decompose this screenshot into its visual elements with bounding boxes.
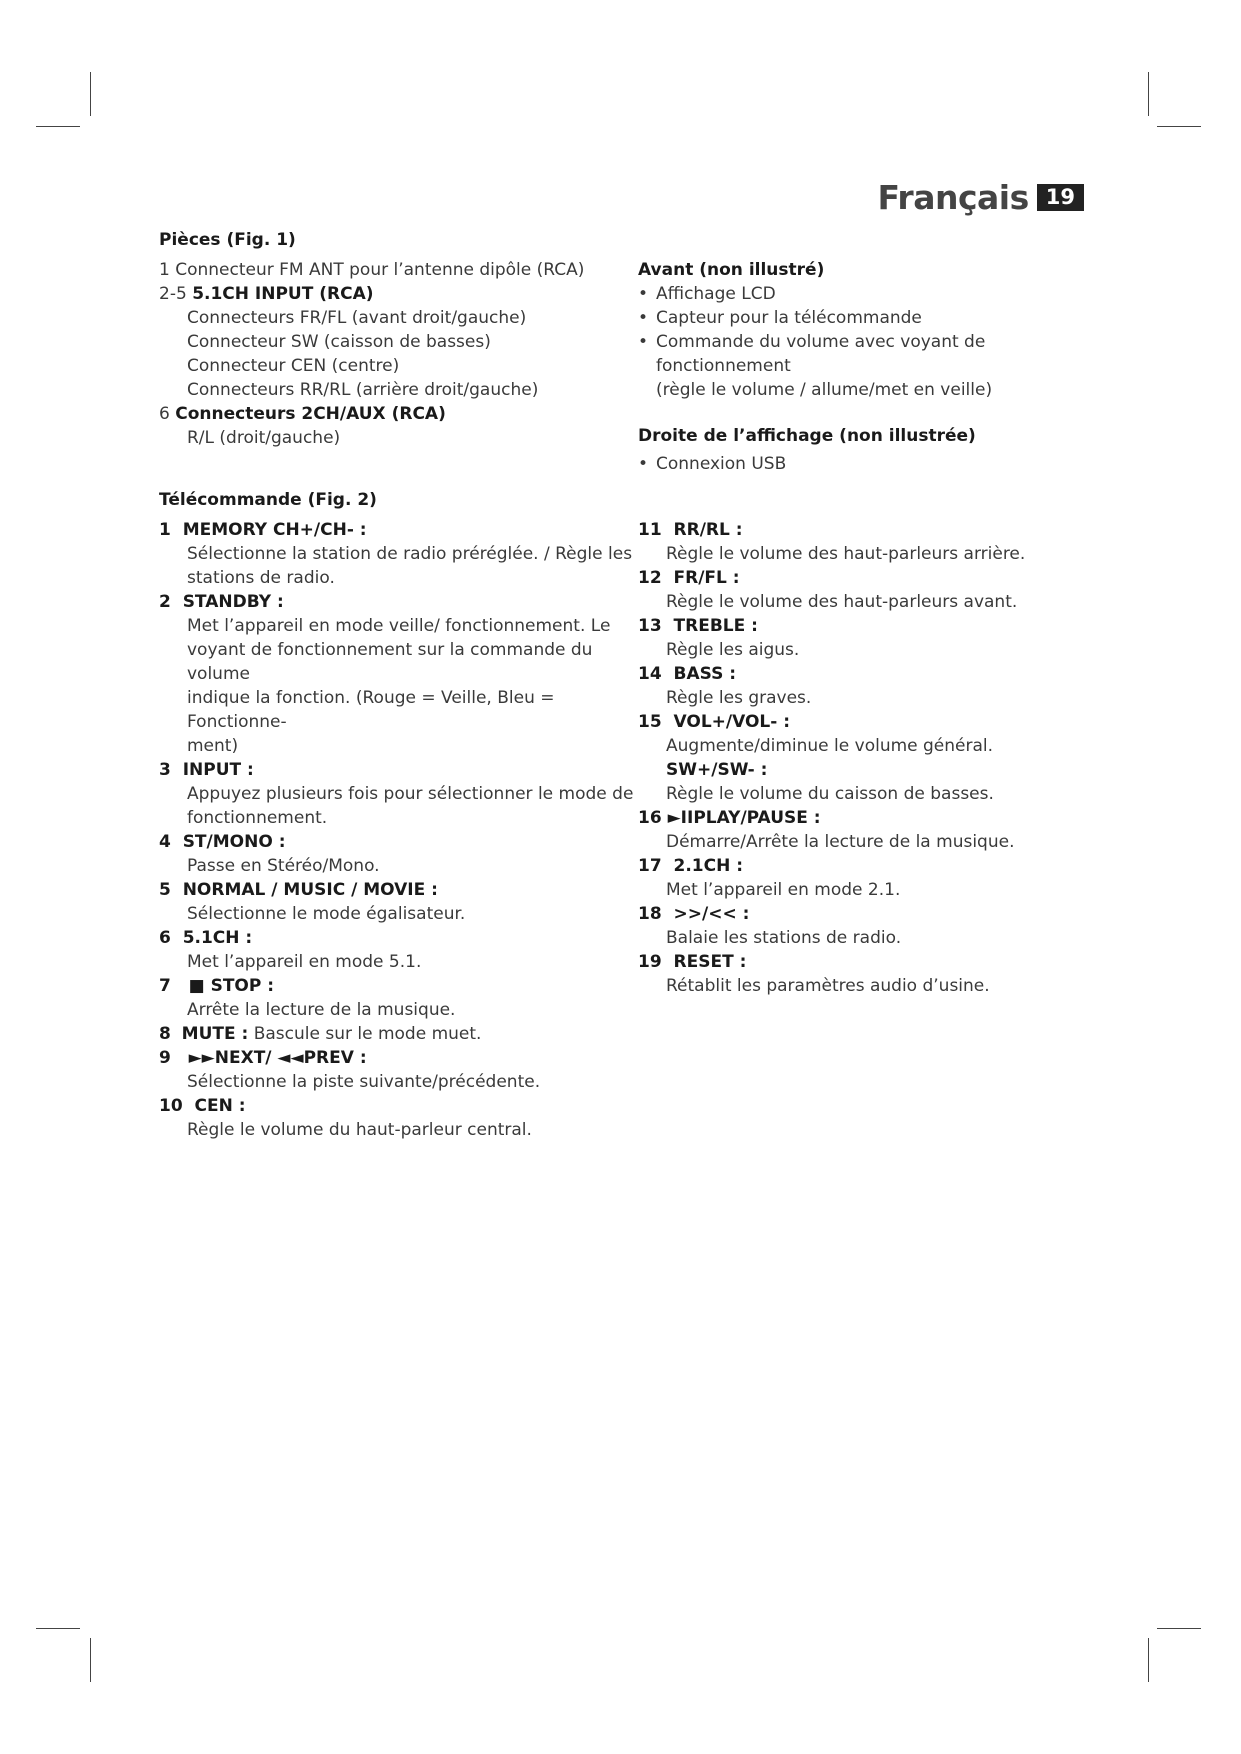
remote-item: [638, 854, 1118, 878]
display-right-bullet: • Connexion USB: [638, 454, 787, 474]
remote-item-line: Règle le volume des haut-parleurs arrière.: [666, 544, 1026, 564]
remote-item-label: FR/FL :: [673, 568, 740, 588]
remote-item-line: Met l’appareil en mode 2.1.: [666, 880, 901, 900]
remote-item-label: CEN :: [194, 1096, 246, 1116]
crop-mark-tl-h: [36, 126, 80, 127]
remote-item-label: MUTE :: [181, 1024, 249, 1044]
remote-item: [638, 566, 1118, 590]
remote-item: [159, 878, 639, 902]
remote-item-line: Règle les aigus.: [666, 640, 800, 660]
remote-item: [159, 1046, 639, 1070]
parts-item-6-line: R/L (droit/gauche): [187, 428, 341, 448]
remote-item-label: 5.1CH :: [182, 928, 253, 948]
remote-item-line: fonctionnement.: [187, 808, 328, 828]
remote-item-line: Règle le volume du haut-parleur central.: [187, 1120, 532, 1140]
remote-item: [159, 926, 639, 950]
remote-item-line: Démarre/Arrête la lecture de la musique.: [666, 832, 1015, 852]
front-bullet-text: Capteur pour la télécommande: [656, 308, 922, 328]
remote-item-line: Passe en Stéréo/Mono.: [187, 856, 380, 876]
remote-item-num: 13: [638, 616, 662, 636]
crop-mark-tl-v: [90, 72, 91, 116]
remote-item-line: indique la fonction. (Rouge = Veille, Bleu = Fonctionne-: [187, 688, 555, 732]
remote-item-num: 17: [638, 856, 662, 876]
front-bullet-continuation: [638, 378, 1118, 402]
front-section: [638, 258, 1118, 476]
crop-mark-br-v: [1148, 1638, 1149, 1682]
remote-item-label: VOL+/VOL- :: [673, 712, 791, 732]
remote-item-line: Appuyez plusieurs fois pour sélectionner le mode de: [187, 784, 634, 804]
parts-section: [159, 228, 629, 450]
remote-item-label: RESET :: [673, 952, 747, 972]
parts-item-2-line: Connecteur SW (caisson de basses): [187, 332, 491, 352]
remote-item: [159, 590, 639, 614]
remote-item-num: 6: [159, 928, 171, 948]
remote-item: [638, 806, 1118, 830]
remote-item-inline-text: Bascule sur le mode muet.: [253, 1024, 482, 1044]
remote-item-line: Met l’appareil en mode veille/ fonctionnement. Le: [187, 616, 611, 636]
page-header: [878, 178, 1085, 217]
parts-item-6-num: 6: [159, 404, 170, 424]
remote-item-line: voyant de fonctionnement sur la commande du volume: [187, 640, 593, 684]
parts-item-6-label: Connecteurs 2CH/AUX (RCA): [175, 404, 446, 424]
remote-item-num: 15: [638, 712, 662, 732]
remote-item-line: stations de radio.: [187, 568, 335, 588]
remote-item-label: ►►NEXT/ ◄◄PREV :: [188, 1048, 367, 1068]
remote-item-line: Balaie les stations de radio.: [666, 928, 902, 948]
display-right-title: Droite de l’affichage (non illustrée): [638, 426, 976, 446]
remote-item-label: MEMORY CH+/CH- :: [182, 520, 367, 540]
remote-item-sublabel: SW+/SW- :: [666, 760, 768, 780]
parts-item-1-text: Connecteur FM ANT pour l’antenne dipôle (RCA): [175, 260, 585, 280]
remote-item-num: 2: [159, 592, 171, 612]
remote-title: Télécommande (Fig. 2): [159, 490, 377, 510]
remote-item-num: 8: [159, 1024, 171, 1044]
front-title: Avant (non illustré): [638, 260, 825, 280]
crop-mark-tr-h: [1157, 126, 1201, 127]
remote-item: [159, 974, 639, 998]
front-bullet-text: Affichage LCD: [656, 284, 776, 304]
remote-item-line: Sélectionne le mode égalisateur.: [187, 904, 466, 924]
crop-mark-tr-v: [1148, 72, 1149, 116]
remote-item-label: ST/MONO :: [182, 832, 286, 852]
remote-item-label: 2.1CH :: [673, 856, 744, 876]
remote-item-label: TREBLE :: [673, 616, 758, 636]
remote-item-num: 4: [159, 832, 171, 852]
language-title: Français: [877, 178, 1029, 217]
remote-item-line: Règle le volume des haut-parleurs avant.: [666, 592, 1018, 612]
remote-item-label: RR/RL :: [673, 520, 743, 540]
front-bullet: • Capteur pour la télécommande: [638, 308, 922, 328]
remote-item: [159, 758, 639, 782]
crop-mark-br-h: [1157, 1628, 1201, 1629]
remote-item: [638, 614, 1118, 638]
parts-item-1: [159, 258, 629, 282]
remote-item-num: 3: [159, 760, 171, 780]
parts-item-1-num: 1: [159, 260, 170, 280]
remote-item: [159, 830, 639, 854]
remote-item-num: 19: [638, 952, 662, 972]
front-bullet: • Commande du volume avec voyant de fonctionnement: [638, 330, 1118, 378]
parts-item-2-num: 2-5: [159, 284, 187, 304]
front-bullet-text: (règle le volume / allume/met en veille): [656, 380, 993, 400]
remote-item: [638, 662, 1118, 686]
remote-item-line: Sélectionne la piste suivante/précédente.: [187, 1072, 541, 1092]
parts-item-2-line: Connecteurs RR/RL (arrière droit/gauche): [187, 380, 539, 400]
remote-item-label: NORMAL / MUSIC / MOVIE :: [182, 880, 438, 900]
remote-item: [638, 950, 1118, 974]
remote-item-label: >>/<< :: [673, 904, 750, 924]
remote-item: [638, 710, 1118, 734]
remote-item-num: 11: [638, 520, 662, 540]
remote-item-line: Arrête la lecture de la musique.: [187, 1000, 456, 1020]
remote-item-label: ■ STOP :: [188, 976, 275, 996]
remote-item-label: INPUT :: [182, 760, 254, 780]
remote-item: [159, 518, 639, 542]
front-bullet-text: Commande du volume avec voyant de fonctionnement: [656, 332, 986, 376]
remote-item-num: 9: [159, 1048, 171, 1068]
remote-item-num: 10: [159, 1096, 183, 1116]
remote-item-line: Rétablit les paramètres audio d’usine.: [666, 976, 990, 996]
remote-item-num: 1: [159, 520, 171, 540]
remote-item-label: STANDBY :: [182, 592, 284, 612]
parts-item-2-line: Connecteur CEN (centre): [187, 356, 400, 376]
remote-item-num: 7: [159, 976, 171, 996]
remote-section-right: [638, 518, 1118, 998]
remote-item: [159, 1094, 639, 1118]
remote-item-num: 14: [638, 664, 662, 684]
remote-item-line: Règle les graves.: [666, 688, 812, 708]
remote-item-line: ment): [187, 736, 239, 756]
remote-item-mute: [159, 1022, 639, 1046]
remote-item-line: Règle le volume du caisson de basses.: [666, 784, 994, 804]
parts-item-2: [159, 282, 629, 306]
crop-mark-bl-h: [36, 1628, 80, 1629]
parts-title: Pièces (Fig. 1): [159, 230, 296, 250]
remote-item: [638, 902, 1118, 926]
display-right-bullet-text: Connexion USB: [656, 454, 787, 474]
remote-item-label: ►IIPLAY/PAUSE :: [667, 808, 821, 828]
remote-section-left: [159, 488, 639, 1142]
remote-item-num: 12: [638, 568, 662, 588]
remote-item: [638, 518, 1118, 542]
remote-item-line: Met l’appareil en mode 5.1.: [187, 952, 422, 972]
front-bullet: • Affichage LCD: [638, 284, 776, 304]
remote-item-line: Augmente/diminue le volume général.: [666, 736, 994, 756]
parts-item-2-label: 5.1CH INPUT (RCA): [192, 284, 374, 304]
crop-mark-bl-v: [90, 1638, 91, 1682]
page-number: 19: [1037, 184, 1084, 211]
remote-item-line: Sélectionne la station de radio préréglée. / Règle les: [187, 544, 633, 564]
remote-item-num: 16: [638, 808, 662, 828]
remote-item-label: BASS :: [673, 664, 737, 684]
remote-item-num: 5: [159, 880, 171, 900]
remote-item-num: 18: [638, 904, 662, 924]
parts-item-6: [159, 402, 629, 426]
parts-item-2-line: Connecteurs FR/FL (avant droit/gauche): [187, 308, 527, 328]
